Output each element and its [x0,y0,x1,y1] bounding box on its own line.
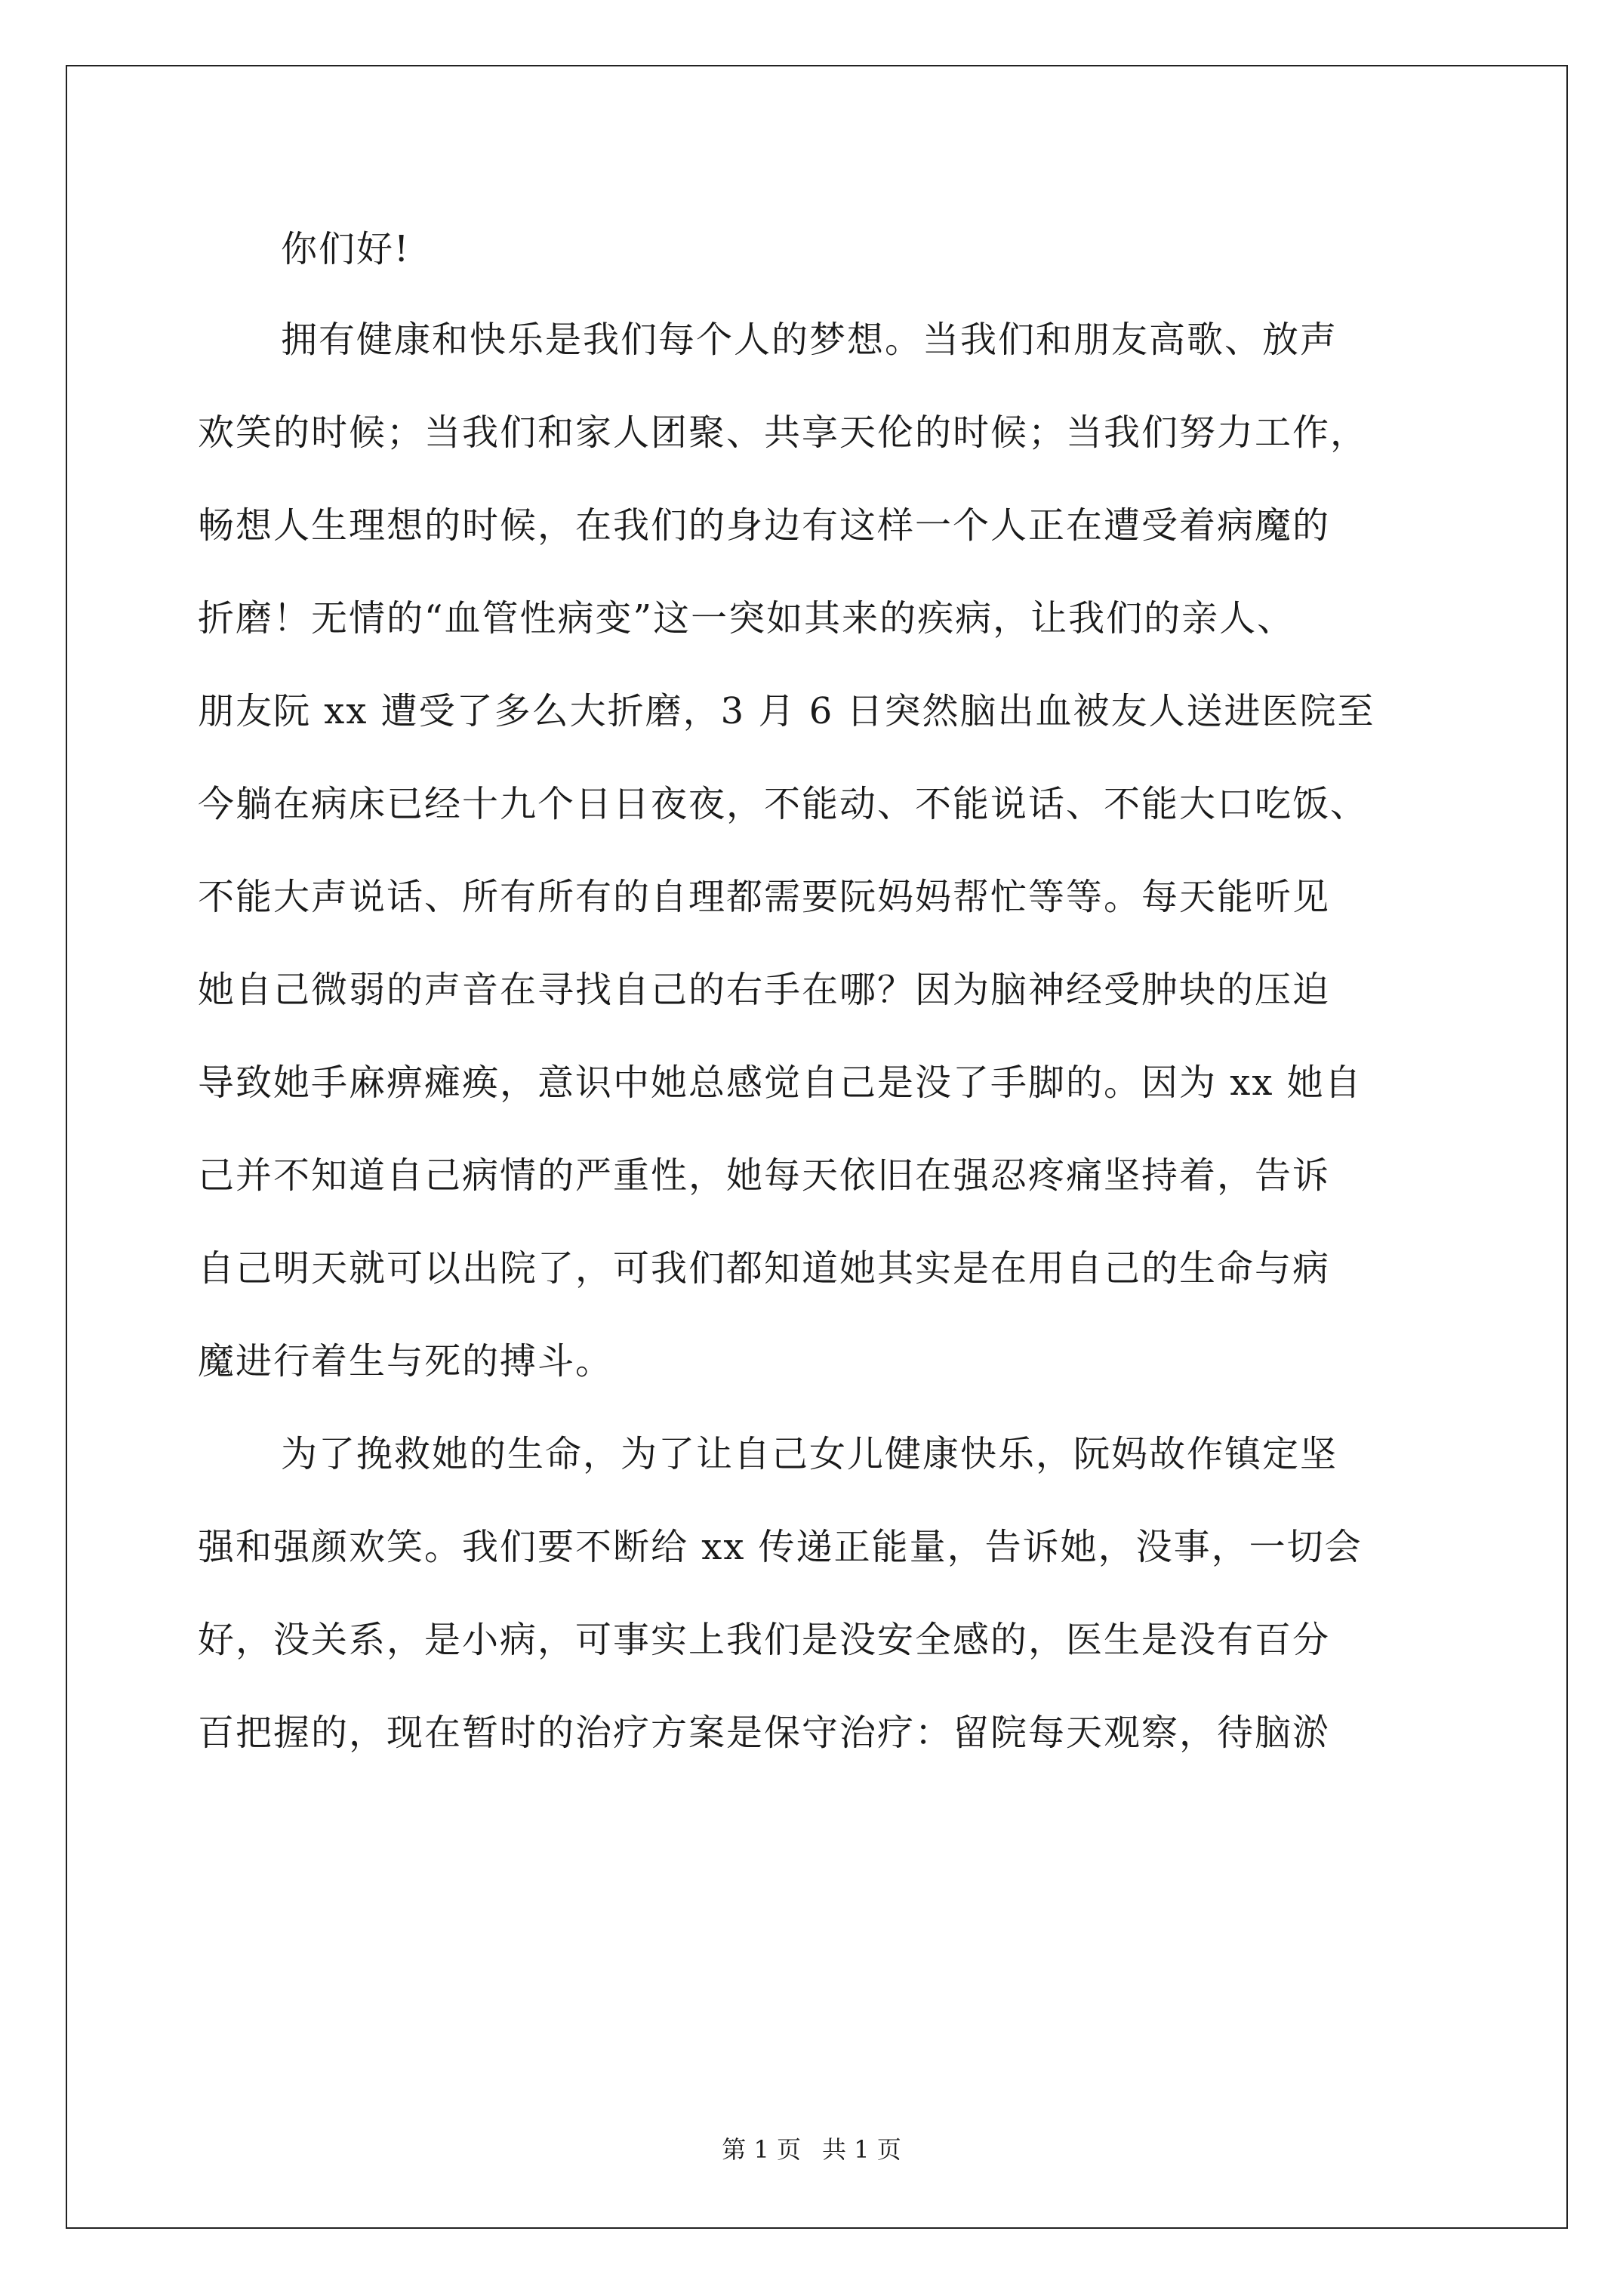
text-line: 她自己微弱的声音在寻找自己的右手在哪？因为脑神经受肿块的压迫 [198,969,1331,1011]
text-line: 好，没关系，是小病，可事实上我们是没安全感的，医生是没有百分 [198,1619,1331,1661]
text-line: 百把握的，现在暂时的治疗方案是保守治疗：留院每天观察，待脑淤 [198,1712,1331,1754]
page-number: 第 1 页 [722,2135,801,2164]
text-line: 朋友阮 xx 遭受了多么大折磨，3 月 6 日突然脑出血被友人送进医院至 [198,690,1375,732]
page-border [66,65,1568,2229]
text-line: 自己明天就可以出院了，可我们都知道她其实是在用自己的生命与病 [198,1247,1331,1290]
greeting-line: 你们好! [281,228,411,270]
text-line: 己并不知道自己病情的严重性，她每天依旧在强忍疼痛坚持着，告诉 [198,1154,1331,1197]
text-line: 强和强颜欢笑。我们要不断给 xx 传递正能量，告诉她，没事，一切会 [198,1526,1363,1568]
text-line: 不能大声说话、所有所有的自理都需要阮妈妈帮忙等等。每天能听见 [198,876,1331,918]
text-line: 导致她手麻痹瘫痪，意识中她总感觉自己是没了手脚的。因为 xx 她自 [198,1062,1363,1104]
text-line: 魔进行着生与死的搏斗。 [198,1340,614,1382]
text-line: 欢笑的时候；当我们和家人团聚、共享天伦的时候；当我们努力工作， [198,411,1369,454]
page-footer [0,2134,1623,2165]
page-total: 共 1 页 [822,2135,901,2164]
text-line: 为了挽救她的生命，为了让自己女儿健康快乐，阮妈故作镇定坚 [281,1433,1338,1475]
text-line: 畅想人生理想的时候，在我们的身边有这样一个人正在遭受着病魔的 [198,504,1331,547]
text-line: 拥有健康和快乐是我们每个人的梦想。当我们和朋友高歌、放声 [281,319,1338,361]
text-line: 折磨！无情的“血管性病变”这一突如其来的疾病，让我们的亲人、 [198,597,1295,639]
text-line: 今躺在病床已经十九个日日夜夜，不能动、不能说话、不能大口吃饭、 [198,783,1369,825]
